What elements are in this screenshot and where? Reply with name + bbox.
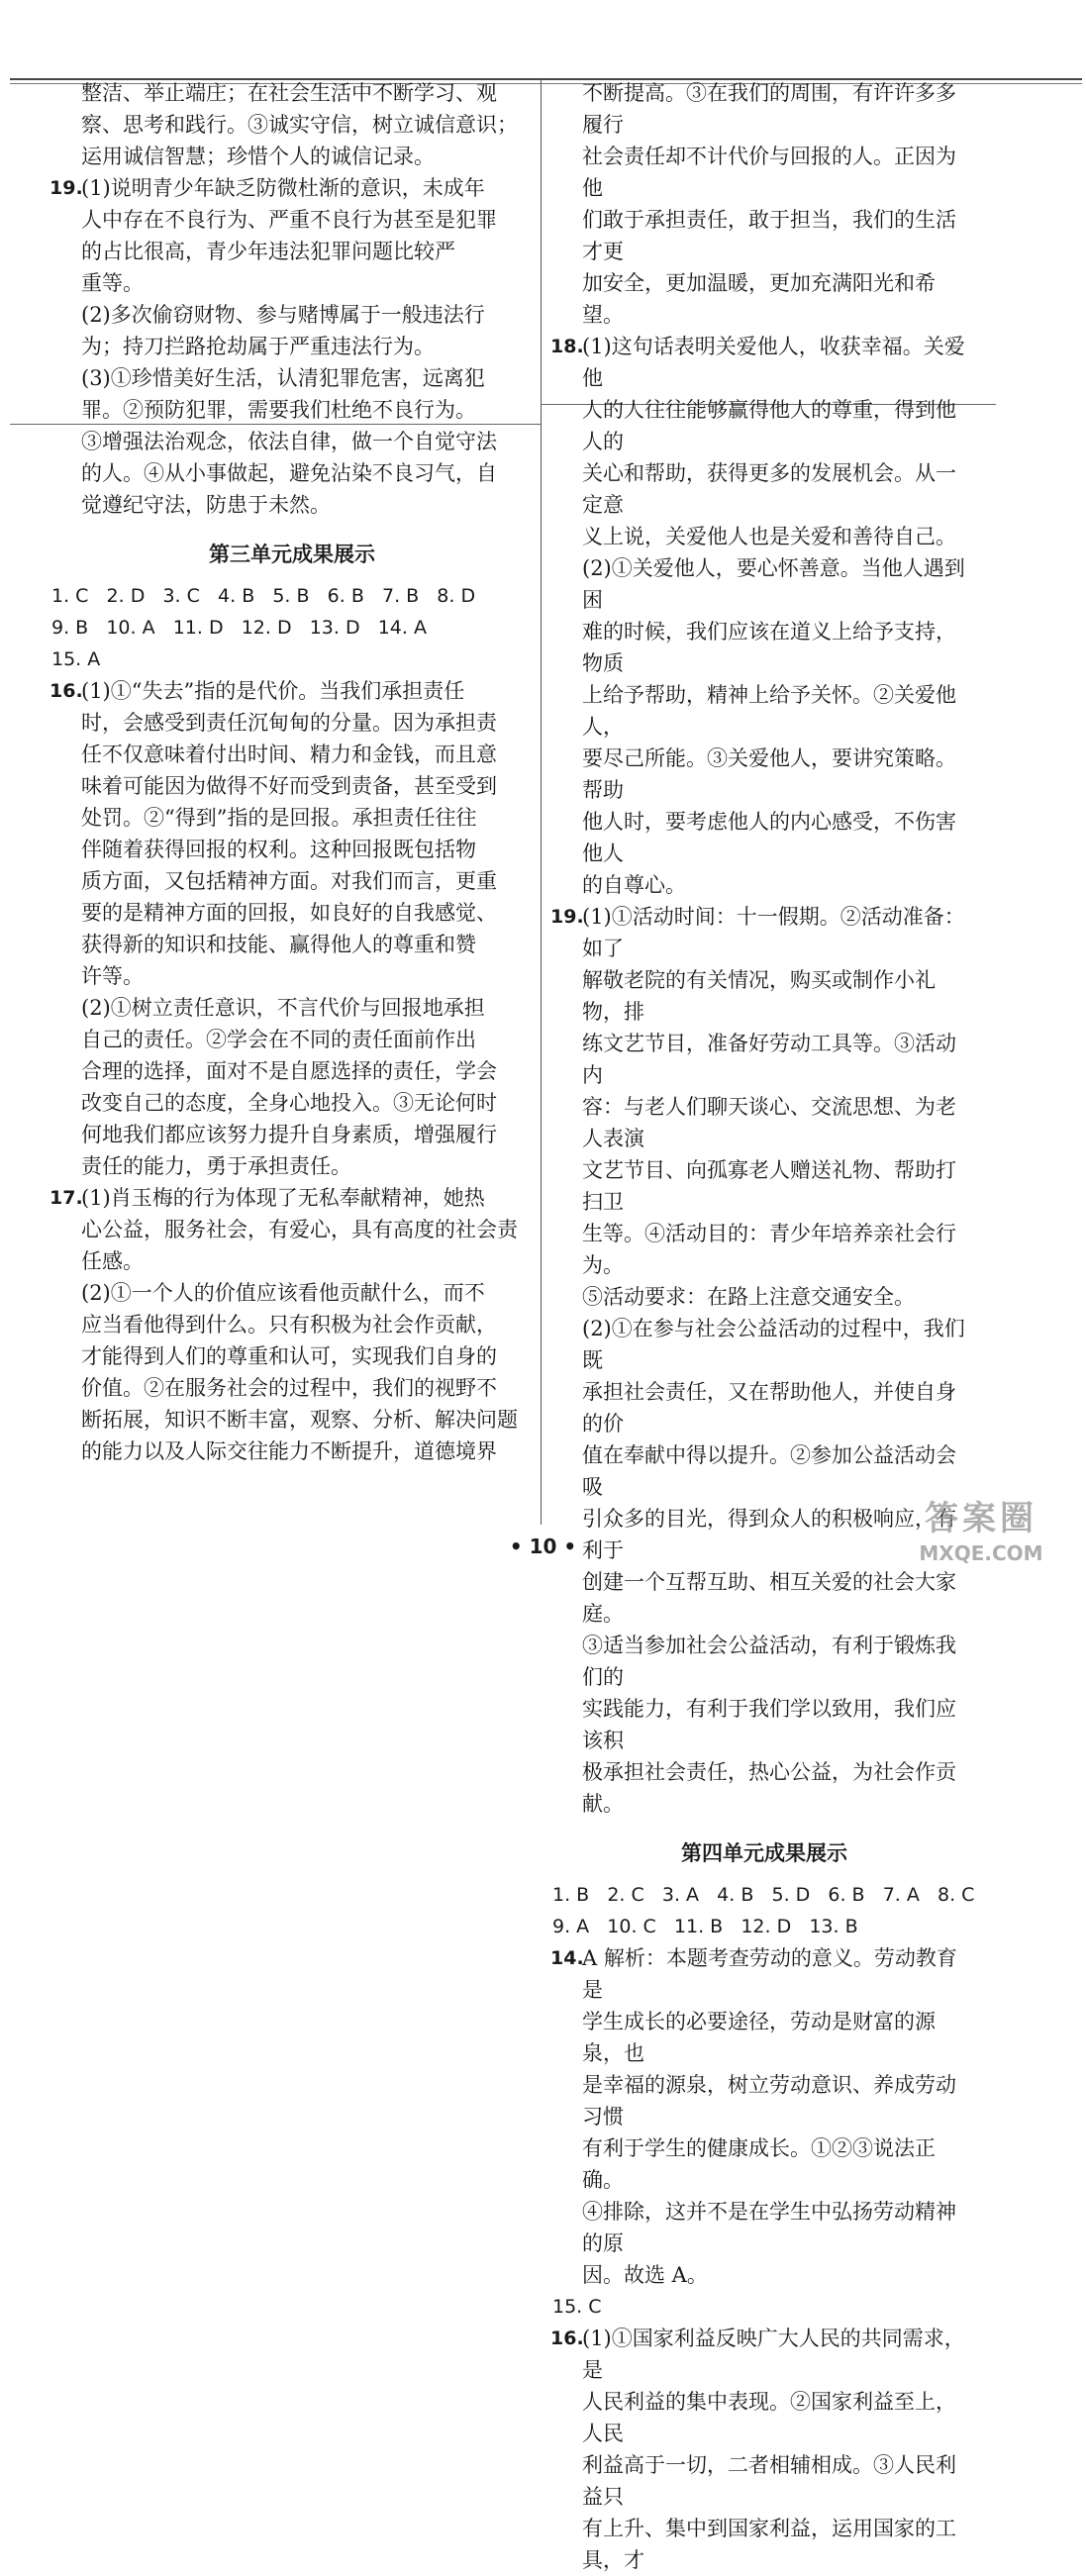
text-line: 察、思考和践行。③诚实守信，树立诚信意识； [81, 113, 518, 137]
answer-key-row: 1. C 2. D 3. C 4. B 5. B 6. B 7. B 8. D [51, 585, 476, 607]
question-number: 16. [550, 2328, 584, 2349]
text-line: 利益高于一切，二者相辅相成。③人民利益只 [582, 2453, 956, 2509]
text-line: 难的时候，我们应该在道义上给予支持，物质 [582, 620, 956, 675]
answer-key-row: 9. A 10. C 11. B 12. D 13. B [552, 1916, 858, 1937]
text-line: (2)①在参与社会公益活动的过程中，我们既 [582, 1317, 965, 1372]
text-line: 的人。④从小事做起，避免沾染不良习气，自 [81, 461, 497, 485]
text-line: 觉遵纪守法，防患于未然。 [81, 493, 331, 517]
text-line: 的占比很高，青少年违法犯罪问题比较严 [81, 240, 455, 263]
text-line: 人民利益的集中表现。②国家利益至上，人民 [582, 2390, 956, 2445]
text-line: 引众多的目光，得到众人的积极响应，有利于 [582, 1507, 956, 1562]
text-line: (2)①树立责任意识，不言代价与回报地承担 [81, 996, 485, 1020]
text-line: 获得新的知识和技能、赢得他人的尊重和赞 [81, 933, 476, 956]
unit3-heading: 第三单元成果展示 [209, 543, 375, 566]
text-line: (1)①“失去”指的是代价。当我们承担责任 [81, 679, 465, 703]
answer-16-unit3 [51, 675, 533, 1182]
text-line: 心公益，服务社会，有爱心，具有高度的社会责 [81, 1218, 518, 1241]
text-line: 应当看他得到什么。只有积极为社会作贡献， [81, 1313, 497, 1337]
text-line: 解敬老院的有关情况，购买或制作小礼物，排 [582, 968, 936, 1024]
text-line: (2)①关爱他人，要心怀善意。当他人遇到困 [582, 556, 965, 612]
text-line: (1)这句话表明关爱他人，收获幸福。关爱他 [582, 335, 965, 390]
text-line: 任感。 [81, 1249, 144, 1273]
text-line: 因。故选 A。 [582, 2263, 708, 2287]
text-line: 们敢于承担责任，敢于担当，我们的生活才更 [582, 208, 956, 263]
text-line: 文艺节目、向孤寡老人赠送礼物、帮助打扫卫 [582, 1158, 956, 1214]
text-line: ⑤活动要求：在路上注意交通安全。 [582, 1285, 915, 1309]
text-line: 断拓展，知识不断丰富，观察、分析、解决问题 [81, 1408, 518, 1432]
text-line: 创建一个互帮互助、相互关爱的社会大家庭。 [582, 1570, 956, 1626]
text-line: 要的是精神方面的回报，如良好的自我感觉、 [81, 901, 497, 925]
text-line: ④排除，这并不是在学生中弘扬劳动精神的原 [582, 2200, 956, 2255]
text-line: 重等。 [81, 271, 144, 295]
text-line: 伴随着获得回报的权利。这种回报既包括物 [81, 838, 476, 861]
text-line: 义上说，关爱他人也是关爱和善待自己。 [582, 525, 956, 548]
answer-19-left [51, 172, 533, 521]
text-line: 社会责任却不计代价与回报的人。正因为他 [582, 145, 956, 200]
text-line: (1)说明青少年缺乏防微杜渐的意识，未成年 [81, 176, 485, 200]
text-line: (3)①珍惜美好生活，认清犯罪危害，远离犯 [81, 366, 485, 390]
text-line: (2)①一个人的价值应该看他贡献什么，而不 [81, 1281, 485, 1305]
text-line: 生等。④活动目的：青少年培养亲社会行为。 [582, 1222, 956, 1277]
text-line: 运用诚信智慧；珍惜个人的诚信记录。 [81, 145, 435, 168]
left-continuation [51, 77, 533, 172]
answer-19-unit3 [552, 901, 976, 1820]
question-number: 19. [550, 906, 584, 928]
text-line: (1)①国家利益反映广大人民的共同需求，是 [582, 2327, 965, 2382]
answer-17-unit3 [51, 1182, 533, 1467]
text-line: 才能得到人们的尊重和认可，实现我们自身的 [81, 1344, 497, 1368]
text-line: 的能力以及人际交往能力不断提升，道德境界 [81, 1439, 497, 1463]
answer-14-unit4 [552, 1942, 976, 2291]
watermark-url: MXQE.COM [919, 1541, 1043, 1565]
answer-15-unit4: 15. C [552, 2296, 602, 2318]
question-number: 19. [49, 177, 83, 199]
text-line: ③增强法治观念，依法自律，做一个自觉守法 [81, 430, 497, 453]
text-line: 任不仅意味着付出时间、精力和金钱，而且意 [81, 743, 497, 766]
text-line: 的自尊心。 [582, 873, 686, 897]
answer-key-row: 15. A [51, 648, 101, 670]
answer-key-row: 9. B 10. A 11. D 12. D 13. D 14. A [51, 617, 427, 639]
text-line: 有上升、集中到国家利益，运用国家的工具，才 [582, 2517, 956, 2572]
text-line: 加安全，更加温暖，更加充满阳光和希望。 [582, 271, 936, 327]
answer-18-unit3 [552, 331, 976, 901]
text-line: 人中存在不良行为、严重不良行为甚至是犯罪 [81, 208, 497, 232]
text-line: 容：与老人们聊天谈心、交流思想、为老人表演 [582, 1095, 956, 1150]
right-continuation [552, 77, 976, 331]
text-line: 实践能力，有利于我们学以致用，我们应该积 [582, 1697, 956, 1752]
text-line: 学生成长的必要途径，劳动是财富的源泉，也 [582, 2010, 936, 2065]
watermark-text: 答案圈 [925, 1499, 1037, 1538]
text-line: ③适当参加社会公益活动，有利于锻炼我们的 [582, 1634, 956, 1689]
text-line: 合理的选择，面对不是自愿选择的责任，学会 [81, 1059, 497, 1083]
text-line: 不断提高。③在我们的周围，有许许多多履行 [582, 81, 956, 137]
text-line: 处罚。②“得到”指的是回报。承担责任往往 [81, 806, 477, 830]
page-number: • 10 • [509, 1535, 577, 1558]
question-number: 14. [550, 1947, 584, 1969]
text-line: 时，会感受到责任沉甸甸的分量。因为承担责 [81, 711, 497, 735]
text-line: 练文艺节目，准备好劳动工具等。③活动内 [582, 1032, 956, 1087]
answer-16-unit4 [552, 2323, 976, 2576]
text-line: (1)①活动时间：十一假期。②活动准备：如了 [582, 905, 965, 960]
text-line: 是幸福的源泉，树立劳动意识、养成劳动习惯 [582, 2073, 956, 2129]
text-line: 改变自己的态度，全身心地投入。③无论何时 [81, 1091, 497, 1115]
unit4-heading: 第四单元成果展示 [681, 1841, 847, 1865]
question-number: 18. [550, 336, 584, 357]
text-line: 价值。②在服务社会的过程中，我们的视野不 [81, 1376, 497, 1400]
text-line: 要尽己所能。③关爱他人，要讲究策略。帮助 [582, 746, 956, 802]
text-line: A 解析：本题考查劳动的意义。劳动教育是 [582, 1946, 957, 2002]
text-line: 有利于学生的健康成长。①②③说法正确。 [582, 2136, 936, 2192]
text-line: 关心和帮助，获得更多的发展机会。从一定意 [582, 461, 956, 517]
question-number: 16. [49, 680, 83, 702]
text-line: 人的人往往能够赢得他人的尊重，得到他人的 [582, 398, 956, 453]
answer-key-row: 1. B 2. C 3. A 4. B 5. D 6. B 7. A 8. C [552, 1884, 975, 1906]
watermark-logo [894, 1497, 1068, 1574]
text-line: 整洁、举止端庄；在社会生活中不断学习、观 [81, 81, 497, 105]
text-line: 自己的责任。②学会在不同的责任面前作出 [81, 1028, 476, 1051]
text-line: 值在奉献中得以提升。②参加公益活动会吸 [582, 1443, 956, 1499]
text-line: 许等。 [81, 964, 144, 988]
text-line: 何地我们都应该努力提升自身素质，增强履行 [81, 1123, 497, 1146]
text-line: 质方面，又包括精神方面。对我们而言，更重 [81, 869, 497, 893]
text-line: 承担社会责任，又在帮助他人，并使自身的价 [582, 1380, 956, 1436]
text-line: 为；持刀拦路抢劫属于严重违法行为。 [81, 335, 435, 358]
text-line: 味着可能因为做得不好而受到责备，甚至受到 [81, 774, 497, 798]
column-divider [541, 79, 542, 1525]
text-line: 极承担社会责任，热心公益，为社会作贡献。 [582, 1760, 956, 1816]
right-column [552, 77, 976, 2576]
text-line: (2)多次偷窃财物、参与赌博属于一般违法行 [81, 303, 485, 327]
text-line: 罪。②预防犯罪，需要我们杜绝不良行为。 [81, 398, 476, 422]
question-number: 17. [49, 1187, 83, 1209]
text-line: (1)肖玉梅的行为体现了无私奉献精神，她热 [81, 1186, 485, 1210]
text-line: 责任的能力，勇于承担责任。 [81, 1154, 351, 1178]
text-line: 他人时，要考虑他人的内心感受，不伤害他人 [582, 810, 956, 865]
text-line: 上给予帮助，精神上给予关怀。②关爱他人， [582, 683, 956, 739]
left-column [51, 77, 533, 1467]
